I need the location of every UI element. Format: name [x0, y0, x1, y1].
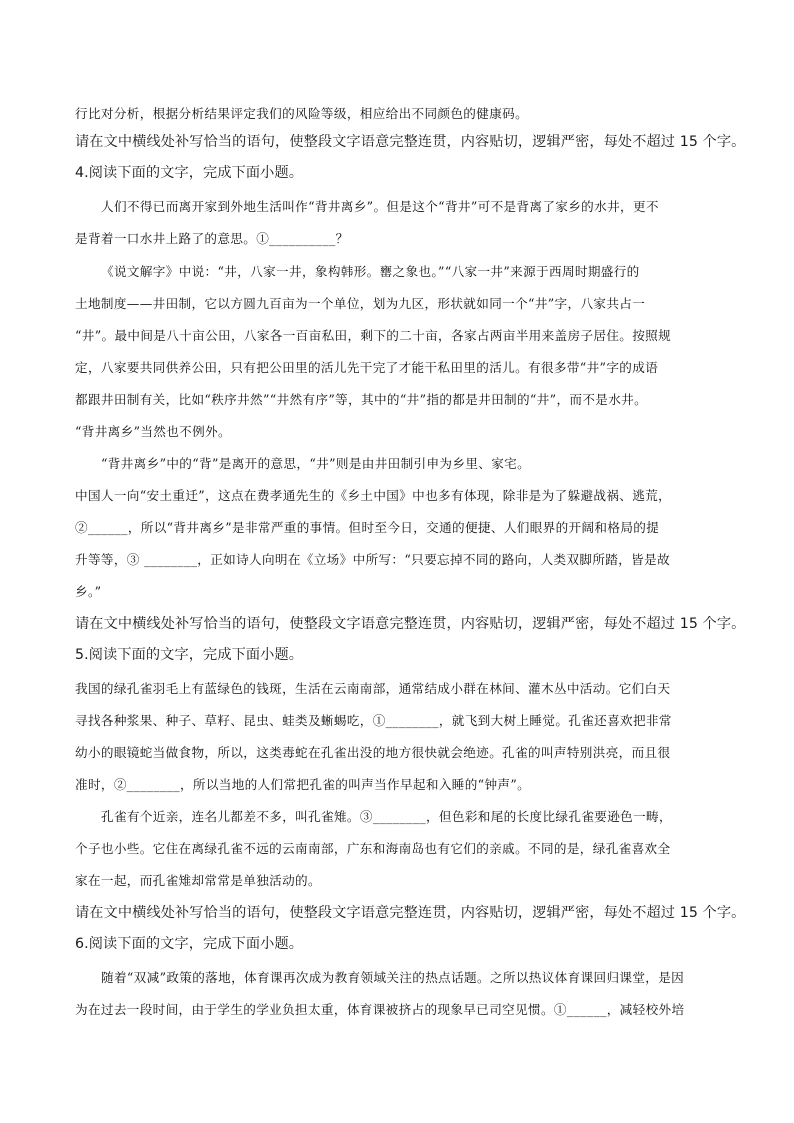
instruction-line: 请在文中横线处补写恰当的语句，使整段文字语意完整连贯，内容贴切，逻辑严密，每处不超过 15 个字。: [75, 616, 746, 632]
paragraph-line: 升等等，③ ________，正如诗人向明在《立场》中所写：“只要忘掉不同的路向，人类双脚所踏，皆是故: [75, 552, 671, 567]
paragraph-line: “背井离乡”中的“背”是离开的意思，“井”则是由井田制引申为乡里、家宅。: [101, 456, 531, 471]
question-heading: 5.阅读下面的文字，完成下面小题。: [75, 647, 304, 663]
paragraph-line: 准时，②________，所以当地的人们常把孔雀的叫声当作早起和入睡的“钟声”。: [75, 777, 531, 792]
paragraph-line: 家在一起，而孔雀雉却常常是单独活动的。: [75, 873, 321, 888]
paragraph-line: 幼小的眼镜蛇当做食物，所以，这类毒蛇在孔雀出没的地方很快就会绝迹。孔雀的叫声特别洪亮，而且很: [75, 745, 671, 760]
paragraph-line: 为在过去一段时间，由于学生的学业负担太重，体育课被挤占的现象早已司空见惯。①______，减轻校外培: [75, 1002, 685, 1017]
paragraph-line: 中国人一向“安土重迁”，这点在费孝通先生的《乡土中国》中也多有体现，除非是为了躲避战祸、逃荒，: [75, 488, 672, 503]
paragraph-line: 个子也小些。它住在离绿孔雀不远的云南南部，广东和海南岛也有它们的亲戚。不同的是，绿孔雀喜欢全: [75, 841, 671, 856]
paragraph-line: 定，八家要共同供养公田，只有把公田里的活儿先干完了才能干私田里的活儿。有很多带“井”字的成语: [75, 360, 659, 375]
question-heading: 6.阅读下面的文字，完成下面小题。: [75, 936, 304, 952]
instruction-line: 请在文中横线处补写恰当的语句，使整段文字语意完整连贯，内容贴切，逻辑严密，每处不超过 15 个字。: [75, 134, 746, 150]
paragraph-line: 随着“双减”政策的落地，体育课再次成为教育领域关注的热点话题。之所以热议体育课回归课堂，是因: [101, 970, 685, 985]
paragraph-line: 《说文解字》中说：“井，八家一井，象构韩形。罋之象也。”“八家一井”来源于西周时期盛行的: [101, 264, 640, 279]
paragraph-line: 都跟井田制有关，比如“秩序井然”“井然有序”等，其中的“井”指的都是井田制的“井”，而不是水井。: [75, 392, 648, 407]
paragraph-line: 土地制度——井田制，它以方圆九百亩为一个单位，划为九区，形状就如同一个“井”字，八家共占一: [75, 296, 646, 311]
paragraph-line: “背井离乡”当然也不例外。: [75, 424, 231, 439]
paragraph-line: 寻找各种浆果、种子、草籽、昆虫、蛙类及蜥蜴吃，①________，就飞到大树上睡觉。孔雀还喜欢把非常: [75, 713, 672, 728]
paragraph-line: 孔雀有个近亲，连名儿都差不多，叫孔雀雉。③________，但色彩和尾的长度比绿孔雀要逊色一畴，: [101, 809, 672, 824]
question-heading: 4.阅读下面的文字，完成下面小题。: [75, 165, 304, 181]
paragraph-line: “井”。最中间是八十亩公田，八家各一百亩私田，剩下的二十亩，各家占两亩半用来盖房子居住。按照规: [75, 328, 672, 343]
paragraph-line: 乡。”: [75, 584, 102, 599]
paragraph-line: 我国的绿孔雀羽毛上有蓝绿色的钱斑，生活在云南南部，通常结成小群在林间、灌木丛中活动。它们白天: [75, 681, 671, 696]
paragraph-line: 行比对分析，根据分析结果评定我们的风险等级，相应给出不同颜色的健康码。: [75, 106, 529, 121]
paragraph-line: ②______，所以“背井离乡”是非常严重的事情。但时至今日，交通的便捷、人们眼界的开阔和格局的提: [75, 520, 660, 535]
instruction-line: 请在文中横线处补写恰当的语句，使整段文字语意完整连贯，内容贴切，逻辑严密，每处不超过 15 个字。: [75, 905, 746, 921]
paragraph-line: 人们不得已而离开家到外地生活叫作“背井离乡”。但是这个“背井”可不是背离了家乡的水井，更不: [101, 199, 659, 214]
paragraph-line: 是背着一口水井上路了的意思。①__________？: [75, 231, 349, 246]
